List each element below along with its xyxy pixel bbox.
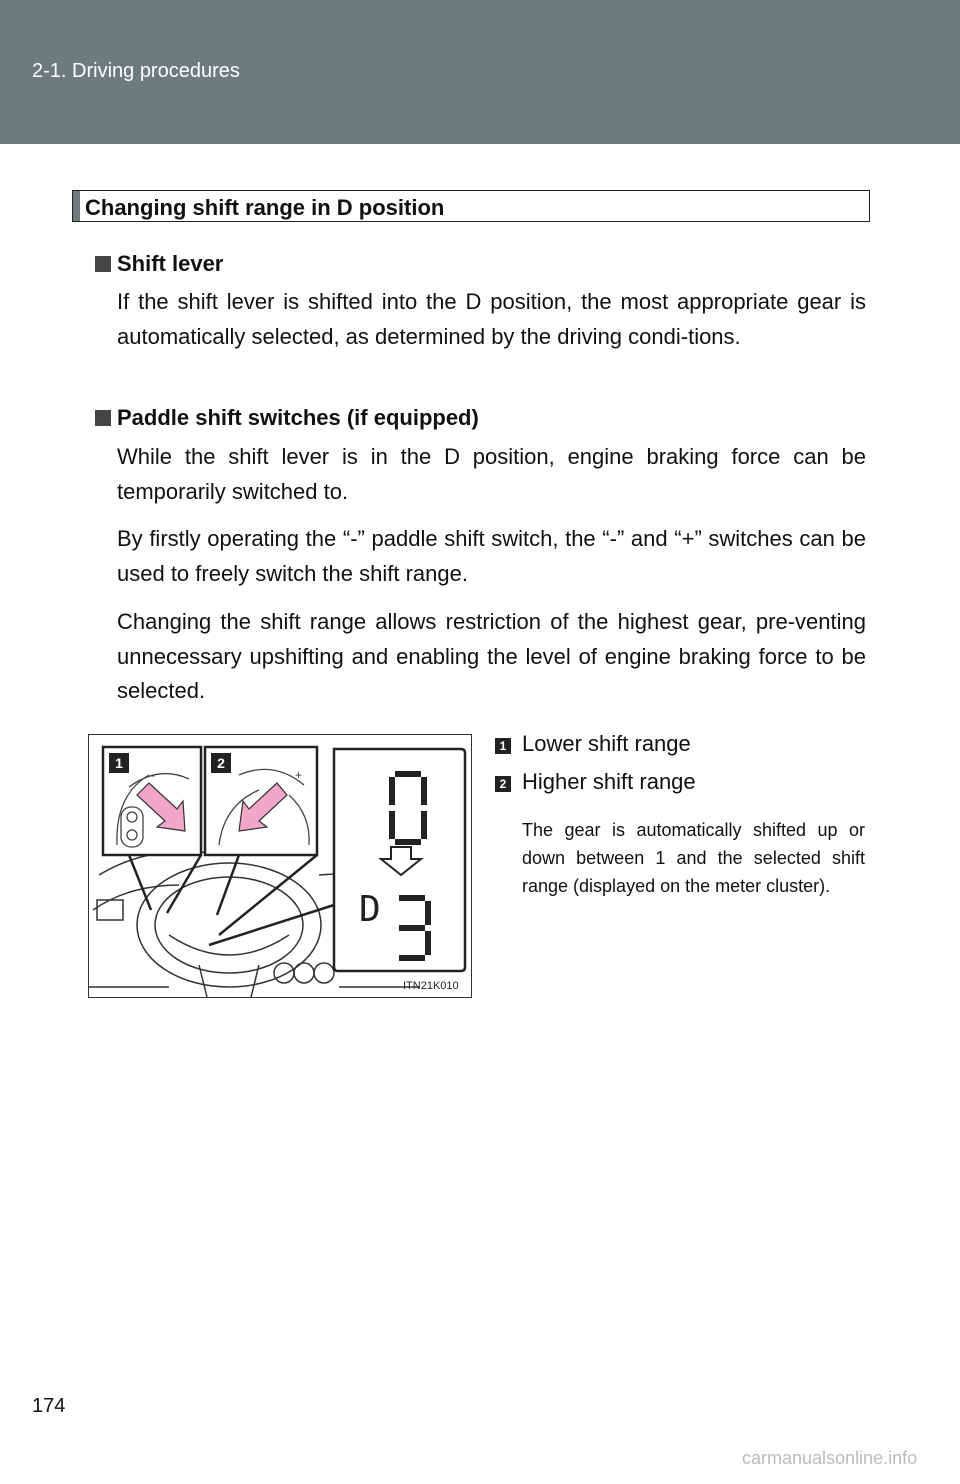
legend-item-1 <box>495 731 691 757</box>
legend-label-1: Lower shift range <box>522 731 691 756</box>
paddle-shift-illustration <box>88 734 472 998</box>
callout-1-label: 1 <box>115 755 123 771</box>
minus-paddle-label: - <box>151 768 155 782</box>
section-title: Changing shift range in D position <box>85 195 445 220</box>
gear-indicator-letter: D <box>359 889 381 930</box>
legend-number-1: 1 <box>495 738 511 754</box>
paddle-paragraph-1: While the shift lever is in the D position, engine braking force can be temporarily switched to. <box>117 444 866 504</box>
square-bullet-icon <box>95 256 111 272</box>
chapter-title: 2-1. Driving procedures <box>32 60 240 82</box>
shift-lever-paragraph: If the shift lever is shifted into the D position, the most appropriate gear is automatically selected, as determined by the driving condi-tions. <box>117 289 866 349</box>
watermark: carmanualsonline.info <box>742 1448 918 1468</box>
legend-item-2 <box>495 769 696 795</box>
page-header <box>0 0 960 144</box>
illustration-svg <box>89 735 471 997</box>
callout-2-label: 2 <box>217 755 225 771</box>
legend-label-2: Higher shift range <box>522 769 696 794</box>
shift-range-note: The gear is automatically shifted up or down between 1 and the selected shift range (displayed on the meter cluster). <box>522 820 865 896</box>
section-heading-box <box>72 190 870 222</box>
section-heading-bar <box>73 191 80 221</box>
paddle-paragraph-3: Changing the shift range allows restriction of the highest gear, pre-venting unnecessary upshifting and enabling the level of engine braking force to be selected. <box>117 609 866 703</box>
square-bullet-icon <box>95 410 111 426</box>
legend-number-2: 2 <box>495 776 511 792</box>
plus-paddle-label: + <box>295 768 303 782</box>
shift-lever-heading <box>95 251 223 277</box>
paddle-paragraph-2: By firstly operating the “-” paddle shift switch, the “-” and “+” switches can be used to freely switch the shift range. <box>117 526 866 586</box>
paddle-heading <box>95 405 479 431</box>
shift-lever-heading-text: Shift lever <box>117 251 224 276</box>
page-number: 174 <box>32 1395 66 1417</box>
figure-code: ITN21K010 <box>403 980 459 992</box>
paddle-heading-text: Paddle shift switches (if equipped) <box>117 405 479 430</box>
